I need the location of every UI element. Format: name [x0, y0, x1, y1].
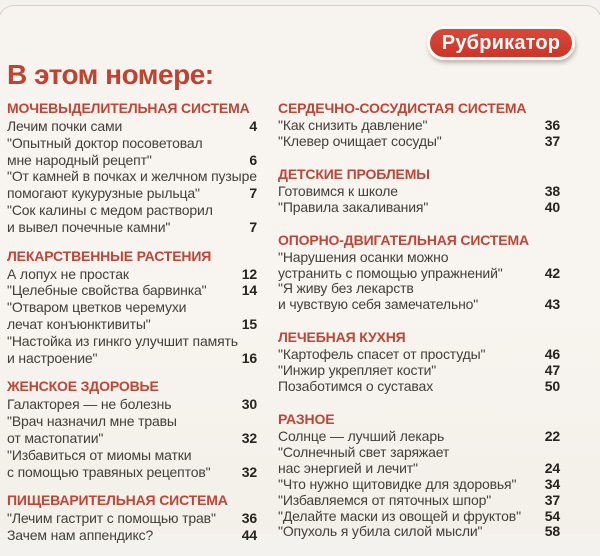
- toc-item-title-text: Позаботимся о суставах: [278, 378, 434, 395]
- toc-item-line: [278, 493, 560, 509]
- toc-item: [7, 527, 257, 544]
- toc-item: [7, 266, 257, 283]
- toc-item-page-number: 58: [544, 523, 560, 540]
- toc-item: [7, 333, 257, 367]
- toc-item-line: [7, 430, 257, 447]
- toc-item-page-number: 54: [544, 507, 560, 524]
- toc-item: [7, 118, 257, 135]
- section-header: ОПОРНО-ДВИГАТЕЛЬНАЯ СИСТЕМА: [278, 231, 529, 248]
- toc-item-line: [7, 202, 257, 219]
- toc-item: [7, 168, 257, 202]
- page-title: В этом номере:: [7, 59, 214, 90]
- toc-item-title-text: устранить с помощью упражнений": [278, 264, 503, 281]
- toc-item-title-text: "От камней в почках и желчном пузыре: [7, 168, 257, 185]
- toc-item: [278, 250, 560, 282]
- toc-item: [278, 509, 560, 525]
- section-header: ДЕТСКИЕ ПРОБЛЕМЫ: [278, 165, 430, 182]
- toc-item-line: [278, 524, 560, 540]
- toc-item-line: [7, 350, 257, 367]
- toc-item-title-text: "Отваром цветков черемухи: [7, 299, 187, 316]
- section-header: ЖЕНСКОЕ ЗДОРОВЬЕ: [7, 378, 159, 395]
- toc-item-line: [7, 299, 257, 316]
- toc-item: [278, 347, 560, 363]
- toc-item-page-number: 42: [544, 264, 560, 281]
- toc-item-title-text: "Лечим гастрит с помощью трав": [7, 510, 216, 527]
- toc-columns: [7, 100, 560, 556]
- toc-section: [7, 100, 257, 236]
- toc-item-page-number: 30: [241, 396, 257, 413]
- section-header: РАЗНОЕ: [278, 410, 335, 427]
- toc-item: [278, 477, 560, 493]
- section-header: ЛЕКАРСТВЕННЫЕ РАСТЕНИЯ: [7, 247, 212, 264]
- toc-item-title-text: "Правила закаливания": [278, 198, 429, 215]
- toc-section: [7, 248, 257, 367]
- toc-item-title-text: "Целебные свойства барвинка": [7, 282, 207, 299]
- toc-item-page-number: 7: [249, 185, 257, 202]
- toc-item-title-text: "Избавиться от миомы матки: [7, 446, 192, 463]
- toc-item-page-number: 4: [249, 118, 257, 134]
- toc-item-line: [278, 379, 560, 395]
- toc-item-page-number: 34: [544, 475, 560, 492]
- toc-item-page-number: 22: [544, 427, 560, 444]
- toc-item-title-text: "Настойка из гинкго улучшит память: [7, 332, 238, 349]
- toc-item-title-text: от мастопатии": [7, 429, 104, 446]
- toc-item-title-text: "Солнечный свет заряжает: [278, 443, 450, 460]
- toc-item-title-text: с помощью травяных рецептов": [7, 463, 211, 480]
- toc-item-title-text: и вывел почечные камни": [7, 218, 171, 235]
- toc-section: [278, 100, 560, 150]
- toc-item-page-number: 6: [249, 151, 257, 168]
- toc-item-line: [278, 445, 560, 461]
- toc-item-line: [7, 413, 257, 430]
- toc-section: [278, 411, 560, 540]
- toc-item-page-number: 36: [241, 510, 257, 527]
- toc-item-title-text: "Инжир укрепляет кости": [278, 362, 437, 379]
- toc-item-title-text: мне народный рецепт": [7, 151, 152, 168]
- toc-item: [278, 200, 560, 216]
- toc-item-page-number: 46: [544, 346, 560, 363]
- toc-item-page-number: 37: [544, 132, 560, 149]
- toc-item: [7, 282, 257, 299]
- toc-item-title-text: "Сок калины с медом растворил: [7, 201, 213, 218]
- toc-item-line: [278, 461, 560, 477]
- toc-item-line: [7, 135, 257, 152]
- toc-item-title-text: "Клевер очищает сосуды": [278, 132, 442, 149]
- rubricator-badge: [427, 26, 575, 60]
- toc-item: [7, 447, 257, 481]
- toc-item: [278, 524, 560, 540]
- toc-item-page-number: 36: [544, 117, 560, 133]
- section-header: СЕРДЕЧНО-СОСУДИСТАЯ СИСТЕМА: [278, 100, 527, 116]
- toc-section: [278, 329, 560, 395]
- toc-item-title-text: "Делайте маски из овощей и фруктов": [278, 507, 521, 524]
- rubricator-badge-label: Рубрикатор: [441, 31, 561, 54]
- toc-item-line: [7, 266, 257, 283]
- toc-item-line: [7, 396, 257, 413]
- toc-item: [278, 445, 560, 477]
- toc-item-title-text: "Избавляемся от пяточных шпор": [278, 491, 492, 508]
- toc-item-title-text: "Опухоль я убила силой мысли": [278, 523, 483, 540]
- toc-column-right: [278, 100, 560, 556]
- toc-item-line: [278, 118, 560, 134]
- toc-item: [7, 413, 257, 447]
- toc-item-title-text: "Опытный доктор посоветовал: [7, 134, 203, 151]
- section-header: ПИЩЕВАРИТЕЛЬНАЯ СИСТЕМА: [7, 492, 228, 509]
- toc-item: [278, 281, 560, 313]
- toc-item: [7, 510, 257, 527]
- toc-item: [7, 299, 257, 333]
- toc-item-page-number: 7: [249, 218, 257, 235]
- toc-item-title-text: и чувствую себя замечательно": [278, 296, 479, 313]
- toc-item-page-number: 32: [241, 463, 257, 480]
- toc-item: [7, 202, 257, 236]
- toc-section: [278, 232, 560, 314]
- magazine-scanned-page: [0, 5, 600, 544]
- toc-item: [278, 118, 560, 134]
- toc-item-line: [278, 347, 560, 363]
- toc-section: [7, 378, 257, 480]
- toc-item-title-text: "Врач назначил мне травы: [7, 413, 177, 430]
- toc-item: [7, 135, 257, 169]
- toc-item: [278, 363, 560, 379]
- toc-item-page-number: 40: [544, 198, 560, 215]
- toc-item-line: [7, 219, 257, 236]
- toc-item-line: [7, 333, 257, 350]
- toc-item-line: [7, 282, 257, 299]
- toc-item-line: [7, 464, 257, 481]
- toc-item: [278, 184, 560, 200]
- toc-item-title-text: "Что нужно щитовидке для здоровья": [278, 475, 517, 492]
- toc-item-title-text: лечат конъюнктивиты": [7, 315, 151, 332]
- toc-section: [278, 166, 560, 216]
- toc-item-title-text: Зачем нам аппендикс?: [7, 527, 154, 544]
- toc-item-page-number: 43: [544, 296, 560, 313]
- toc-item-page-number: 15: [241, 315, 257, 332]
- toc-item-line: [7, 316, 257, 333]
- toc-item-title-text: нас энергией и лечит": [278, 459, 418, 476]
- toc-item-title-text: "Я живу без лекарств: [278, 280, 414, 297]
- toc-item-title-text: "Нарушения осанки можно: [278, 248, 449, 265]
- toc-item: [278, 134, 560, 150]
- toc-item-title-text: и настроение": [7, 349, 98, 366]
- toc-item-title-text: Галакторея — не болезнь: [7, 396, 172, 413]
- toc-item-line: [278, 477, 560, 493]
- toc-item-page-number: 37: [544, 491, 560, 508]
- toc-item-line: [278, 363, 560, 379]
- toc-item-page-number: 16: [241, 349, 257, 366]
- toc-item-line: [7, 510, 257, 527]
- toc-item: [278, 379, 560, 395]
- toc-item-line: [278, 184, 560, 200]
- toc-item-line: [7, 527, 257, 544]
- toc-section: [7, 492, 257, 544]
- toc-item: [278, 493, 560, 509]
- toc-item-line: [278, 266, 560, 282]
- toc-item: [278, 429, 560, 445]
- toc-item-line: [7, 447, 257, 464]
- toc-item-page-number: 38: [544, 182, 560, 199]
- toc-item-page-number: 50: [544, 378, 560, 395]
- toc-item-page-number: 47: [544, 362, 560, 379]
- toc-item-page-number: 44: [241, 527, 257, 544]
- section-header: ЛЕЧЕБНАЯ КУХНЯ: [278, 329, 406, 346]
- toc-item-page-number: 24: [544, 459, 560, 476]
- toc-item-line: [278, 429, 560, 445]
- toc-item-line: [278, 297, 560, 313]
- toc-item-line: [278, 134, 560, 150]
- toc-item-line: [278, 250, 560, 266]
- toc-item-line: [7, 168, 257, 185]
- toc-column-left: [7, 100, 257, 556]
- toc-item-title-text: "Как снизить давление": [278, 117, 428, 133]
- toc-item-title-text: Солнце — лучший лекарь: [278, 427, 445, 444]
- toc-item-line: [278, 200, 560, 216]
- section-header: МОЧЕВЫДЕЛИТЕЛЬНАЯ СИСТЕМА: [7, 100, 250, 116]
- toc-item-page-number: 32: [241, 429, 257, 446]
- toc-item-line: [7, 118, 257, 135]
- toc-item-page-number: 14: [241, 282, 257, 299]
- toc-item-line: [278, 509, 560, 525]
- toc-item-page-number: 12: [241, 265, 257, 282]
- toc-item-title-text: помогают кукурузные рыльца": [7, 185, 200, 202]
- toc-item-line: [278, 281, 560, 297]
- toc-item-line: [7, 185, 257, 202]
- toc-item-title-text: Лечим почки сами: [7, 118, 123, 134]
- toc-item-title-text: А лопух не простак: [7, 265, 129, 282]
- toc-item-title-text: "Картофель спасет от простуды": [278, 346, 486, 363]
- toc-item: [7, 396, 257, 413]
- toc-item-line: [7, 152, 257, 169]
- toc-item-title-text: Готовимся к школе: [278, 182, 398, 199]
